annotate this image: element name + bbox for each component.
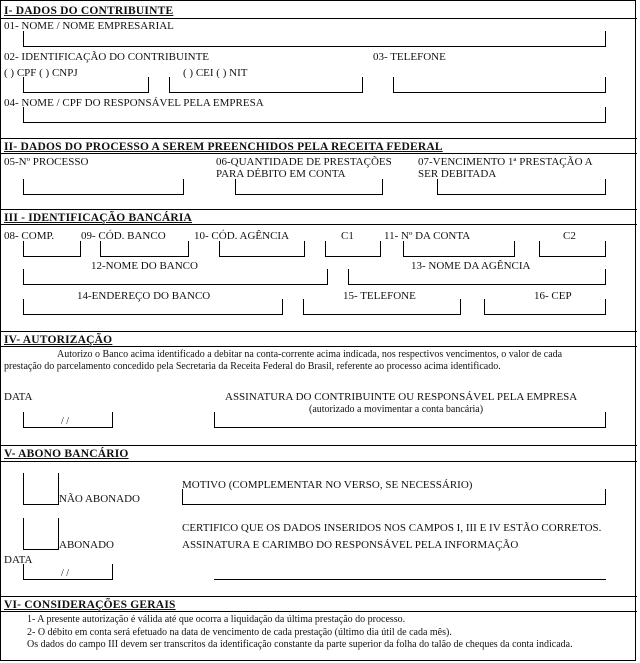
divider bbox=[1, 209, 637, 210]
field-02-options-b[interactable]: ( ) CEI ( ) NIT bbox=[183, 67, 248, 79]
date-mask: / / bbox=[61, 568, 70, 579]
note-2: 2- O débito em conta será efetuado na data de vencimento de cada prestação (último dia útil de cada mês). bbox=[27, 627, 452, 638]
field-09-label: 09- CÓD. BANCO bbox=[81, 230, 166, 242]
field-01-label: 01- NOME / NOME EMPRESARIAL bbox=[4, 20, 174, 32]
authorization-text-2: prestação do parcelamento concedido pela Secretaria da Receita Federal do Brasil, referente ao processo acima identificado. bbox=[4, 361, 501, 372]
field-07-input[interactable] bbox=[437, 179, 606, 195]
certifico-text-1: CERTIFICO QUE OS DADOS INSERIDOS NOS CAMPOS I, III E IV ESTÃO CORRETOS. bbox=[182, 522, 602, 534]
field-15-label: 15- TELEFONE bbox=[343, 290, 416, 302]
field-11-label: 11- Nº DA CONTA bbox=[384, 230, 471, 242]
certifico-text-2: ASSINATURA E CARIMBO DO RESPONSÁVEL PELA INFORMAÇÃO bbox=[182, 539, 519, 551]
field-02-options-a[interactable]: ( ) CPF ( ) CNPJ bbox=[4, 67, 78, 79]
field-06-label-b: PARA DÉBITO EM CONTA bbox=[216, 168, 346, 180]
nao-abonado-label: NÃO ABONADO bbox=[59, 493, 140, 505]
divider bbox=[1, 346, 637, 347]
field-02-label: 02- IDENTIFICAÇÃO DO CONTRIBUINTE bbox=[4, 51, 210, 63]
field-02-input-b[interactable] bbox=[169, 77, 363, 93]
field-16-input[interactable] bbox=[484, 299, 606, 315]
note-1: 1- A presente autorização é válida até que ocorra a liquidação da última prestação do processo. bbox=[27, 614, 406, 625]
motivo-input[interactable] bbox=[182, 489, 606, 505]
field-07-label-a: 07-VENCIMENTO 1ª PRESTAÇÃO A bbox=[418, 156, 593, 168]
signature-line[interactable] bbox=[214, 579, 606, 580]
field-04-label: 04- NOME / CPF DO RESPONSÁVEL PELA EMPRESA bbox=[4, 97, 264, 109]
field-03-input[interactable] bbox=[393, 77, 606, 93]
abonado-label: ABONADO bbox=[59, 539, 114, 551]
divider bbox=[1, 445, 637, 446]
field-01-input[interactable] bbox=[23, 31, 606, 47]
field-06-input[interactable] bbox=[235, 179, 383, 195]
signature-label: ASSINATURA DO CONTRIBUINTE OU RESPONSÁVEL PELA EMPRESA bbox=[225, 391, 578, 403]
signature-sublabel: (autorizado a movimentar a conta bancária) bbox=[309, 404, 484, 415]
field-09-input[interactable] bbox=[100, 241, 189, 257]
section-6-title: VI- CONSIDERAÇÕES GERAIS bbox=[4, 599, 176, 611]
field-10-input[interactable] bbox=[219, 241, 305, 257]
field-06-label-a: 06-QUANTIDADE DE PRESTAÇÕES bbox=[216, 156, 392, 168]
divider bbox=[1, 596, 637, 597]
divider bbox=[1, 224, 637, 225]
divider bbox=[1, 18, 637, 19]
divider bbox=[1, 153, 637, 154]
field-12-label: 12-NOME DO BANCO bbox=[91, 260, 198, 272]
date-label: DATA bbox=[4, 391, 33, 403]
field-c2-label: C2 bbox=[563, 230, 576, 242]
field-05-input[interactable] bbox=[23, 179, 184, 195]
section-1-title: I- DADOS DO CONTRIBUINTE bbox=[4, 5, 174, 17]
field-16-label: 16- CEP bbox=[534, 290, 572, 302]
field-05-label: 05-Nº PROCESSO bbox=[4, 156, 89, 168]
field-02-input-a[interactable] bbox=[23, 77, 149, 93]
divider bbox=[1, 611, 637, 612]
field-c1-input[interactable] bbox=[325, 241, 381, 257]
field-12-input[interactable] bbox=[23, 269, 328, 285]
authorization-text-1: Autorizo o Banco acima identificado a debitar na conta-corrente acima indicada, nos respectivos vencimentos, o valor de cada bbox=[57, 349, 563, 360]
field-14-label: 14-ENDEREÇO DO BANCO bbox=[77, 290, 211, 302]
nao-abonado-checkbox[interactable] bbox=[23, 473, 59, 505]
field-11-input[interactable] bbox=[403, 241, 515, 257]
divider bbox=[1, 138, 637, 139]
signature-input[interactable] bbox=[214, 412, 606, 428]
note-3: Os dados do campo III devem ser transcritos da identificação constante da parte superior da folha do talão de cheques da conta indicada. bbox=[27, 639, 573, 650]
field-15-input[interactable] bbox=[303, 299, 461, 315]
field-c1-label: C1 bbox=[341, 230, 354, 242]
field-08-input[interactable] bbox=[23, 241, 81, 257]
divider bbox=[1, 461, 637, 462]
section-2-title: II- DADOS DO PROCESSO A SEREM PREENCHIDOS PELA RECEITA FEDERAL bbox=[4, 141, 443, 153]
section-4-title: IV- AUTORIZAÇÃO bbox=[4, 334, 113, 346]
field-13-input[interactable] bbox=[348, 269, 606, 285]
field-13-label: 13- NOME DA AGÊNCIA bbox=[411, 260, 531, 272]
field-08-label: 08- COMP. bbox=[4, 230, 55, 242]
field-14-input[interactable] bbox=[23, 299, 283, 315]
abonado-checkbox[interactable] bbox=[23, 518, 59, 550]
divider bbox=[1, 331, 637, 332]
field-07-label-b: SER DEBITADA bbox=[418, 168, 497, 180]
motivo-label: MOTIVO (COMPLEMENTAR NO VERSO, SE NECESSÁRIO) bbox=[182, 479, 473, 491]
field-c2-input[interactable] bbox=[539, 241, 606, 257]
section-5-title: V- ABONO BANCÁRIO bbox=[4, 448, 129, 460]
section-3-title: III - IDENTIFICAÇÃO BANCÁRIA bbox=[4, 212, 193, 224]
field-03-label: 03- TELEFONE bbox=[373, 51, 446, 63]
field-10-label: 10- CÓD. AGÊNCIA bbox=[194, 230, 290, 242]
date-mask: / / bbox=[61, 416, 70, 427]
field-04-input[interactable] bbox=[23, 107, 606, 123]
date-label: DATA bbox=[4, 554, 33, 566]
